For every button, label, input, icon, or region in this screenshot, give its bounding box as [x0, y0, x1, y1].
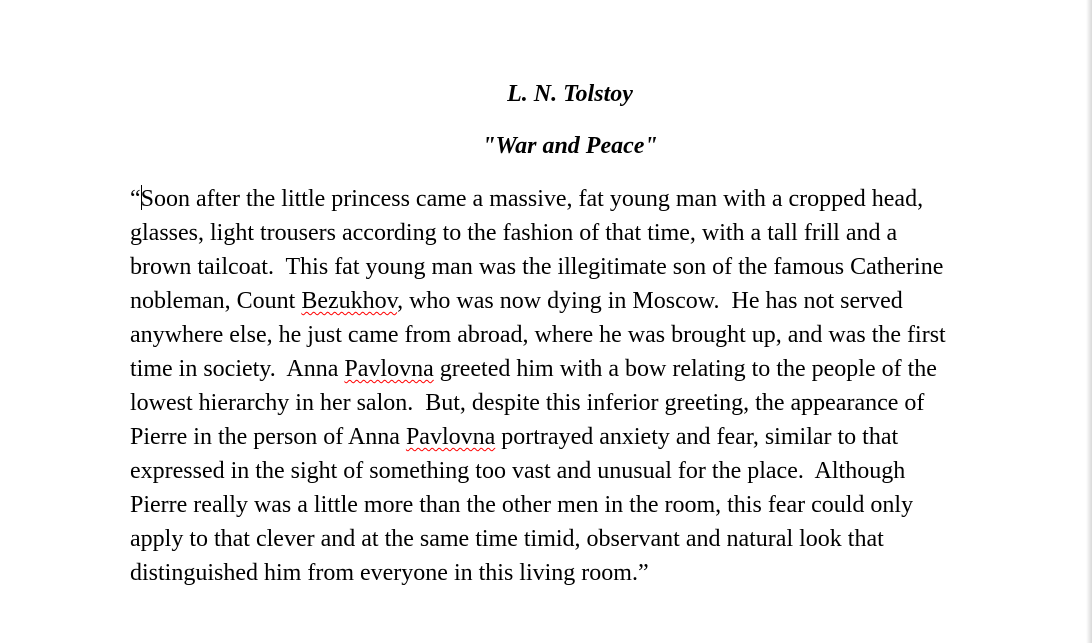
author-heading: L. N. Tolstoy [507, 81, 633, 107]
misspelled-word: Pavlovna [344, 356, 434, 382]
paragraph-line [130, 182, 1030, 216]
paragraph-line [130, 352, 1030, 386]
text-run: anywhere else, he just came from abroad, where he was brought up, and was the first [130, 322, 946, 348]
page-edge-shadow [1086, 0, 1092, 643]
text-run: Pierre in the person of Anna [130, 424, 406, 450]
title-heading: "War and Peace" [482, 133, 658, 159]
text-run: distinguished him from everyone in this living room.” [130, 560, 649, 586]
text-run: lowest hierarchy in her salon. But, despite this inferior greeting, the appearance of [130, 390, 925, 416]
text-run: , who was now dying in Moscow. He has not served [397, 288, 903, 314]
paragraph-line [130, 488, 1030, 522]
text-run: nobleman, Count [130, 288, 302, 314]
paragraph-line [130, 556, 1030, 590]
text-run: portrayed anxiety and fear, similar to that [495, 424, 899, 450]
misspelled-word: Bezukhov [301, 288, 398, 314]
paragraph-line [130, 420, 1030, 454]
text-run: expressed in the sight of something too vast and unusual for the place. Although [130, 458, 906, 484]
text-run: “ [130, 186, 141, 212]
text-run: apply to that clever and at the same time timid, observant and natural look that [130, 526, 884, 552]
text-run: Pierre really was a little more than the other men in the room, this fear could only [130, 492, 914, 518]
text-run: Soon after the little princess came a massive, fat young man with a cropped head, [140, 186, 924, 212]
paragraph-line [130, 454, 1030, 488]
paragraph-line [130, 250, 1030, 284]
paragraph-line [130, 522, 1030, 556]
text-run: brown tailcoat. This fat young man was the illegitimate son of the famous Catherine [130, 254, 944, 280]
text-run: glasses, light trousers according to the fashion of that time, with a tall frill and a [130, 220, 898, 246]
text-run: time in society. Anna [130, 356, 345, 382]
paragraph-line [130, 216, 1030, 250]
paragraph-line [130, 284, 1030, 318]
body-paragraph[interactable] [130, 182, 1030, 590]
misspelled-word: Pavlovna [405, 424, 496, 450]
text-run: greeted him with a bow relating to the people of the [433, 356, 937, 382]
paragraph-line [130, 386, 1030, 420]
paragraph-line [130, 318, 1030, 352]
